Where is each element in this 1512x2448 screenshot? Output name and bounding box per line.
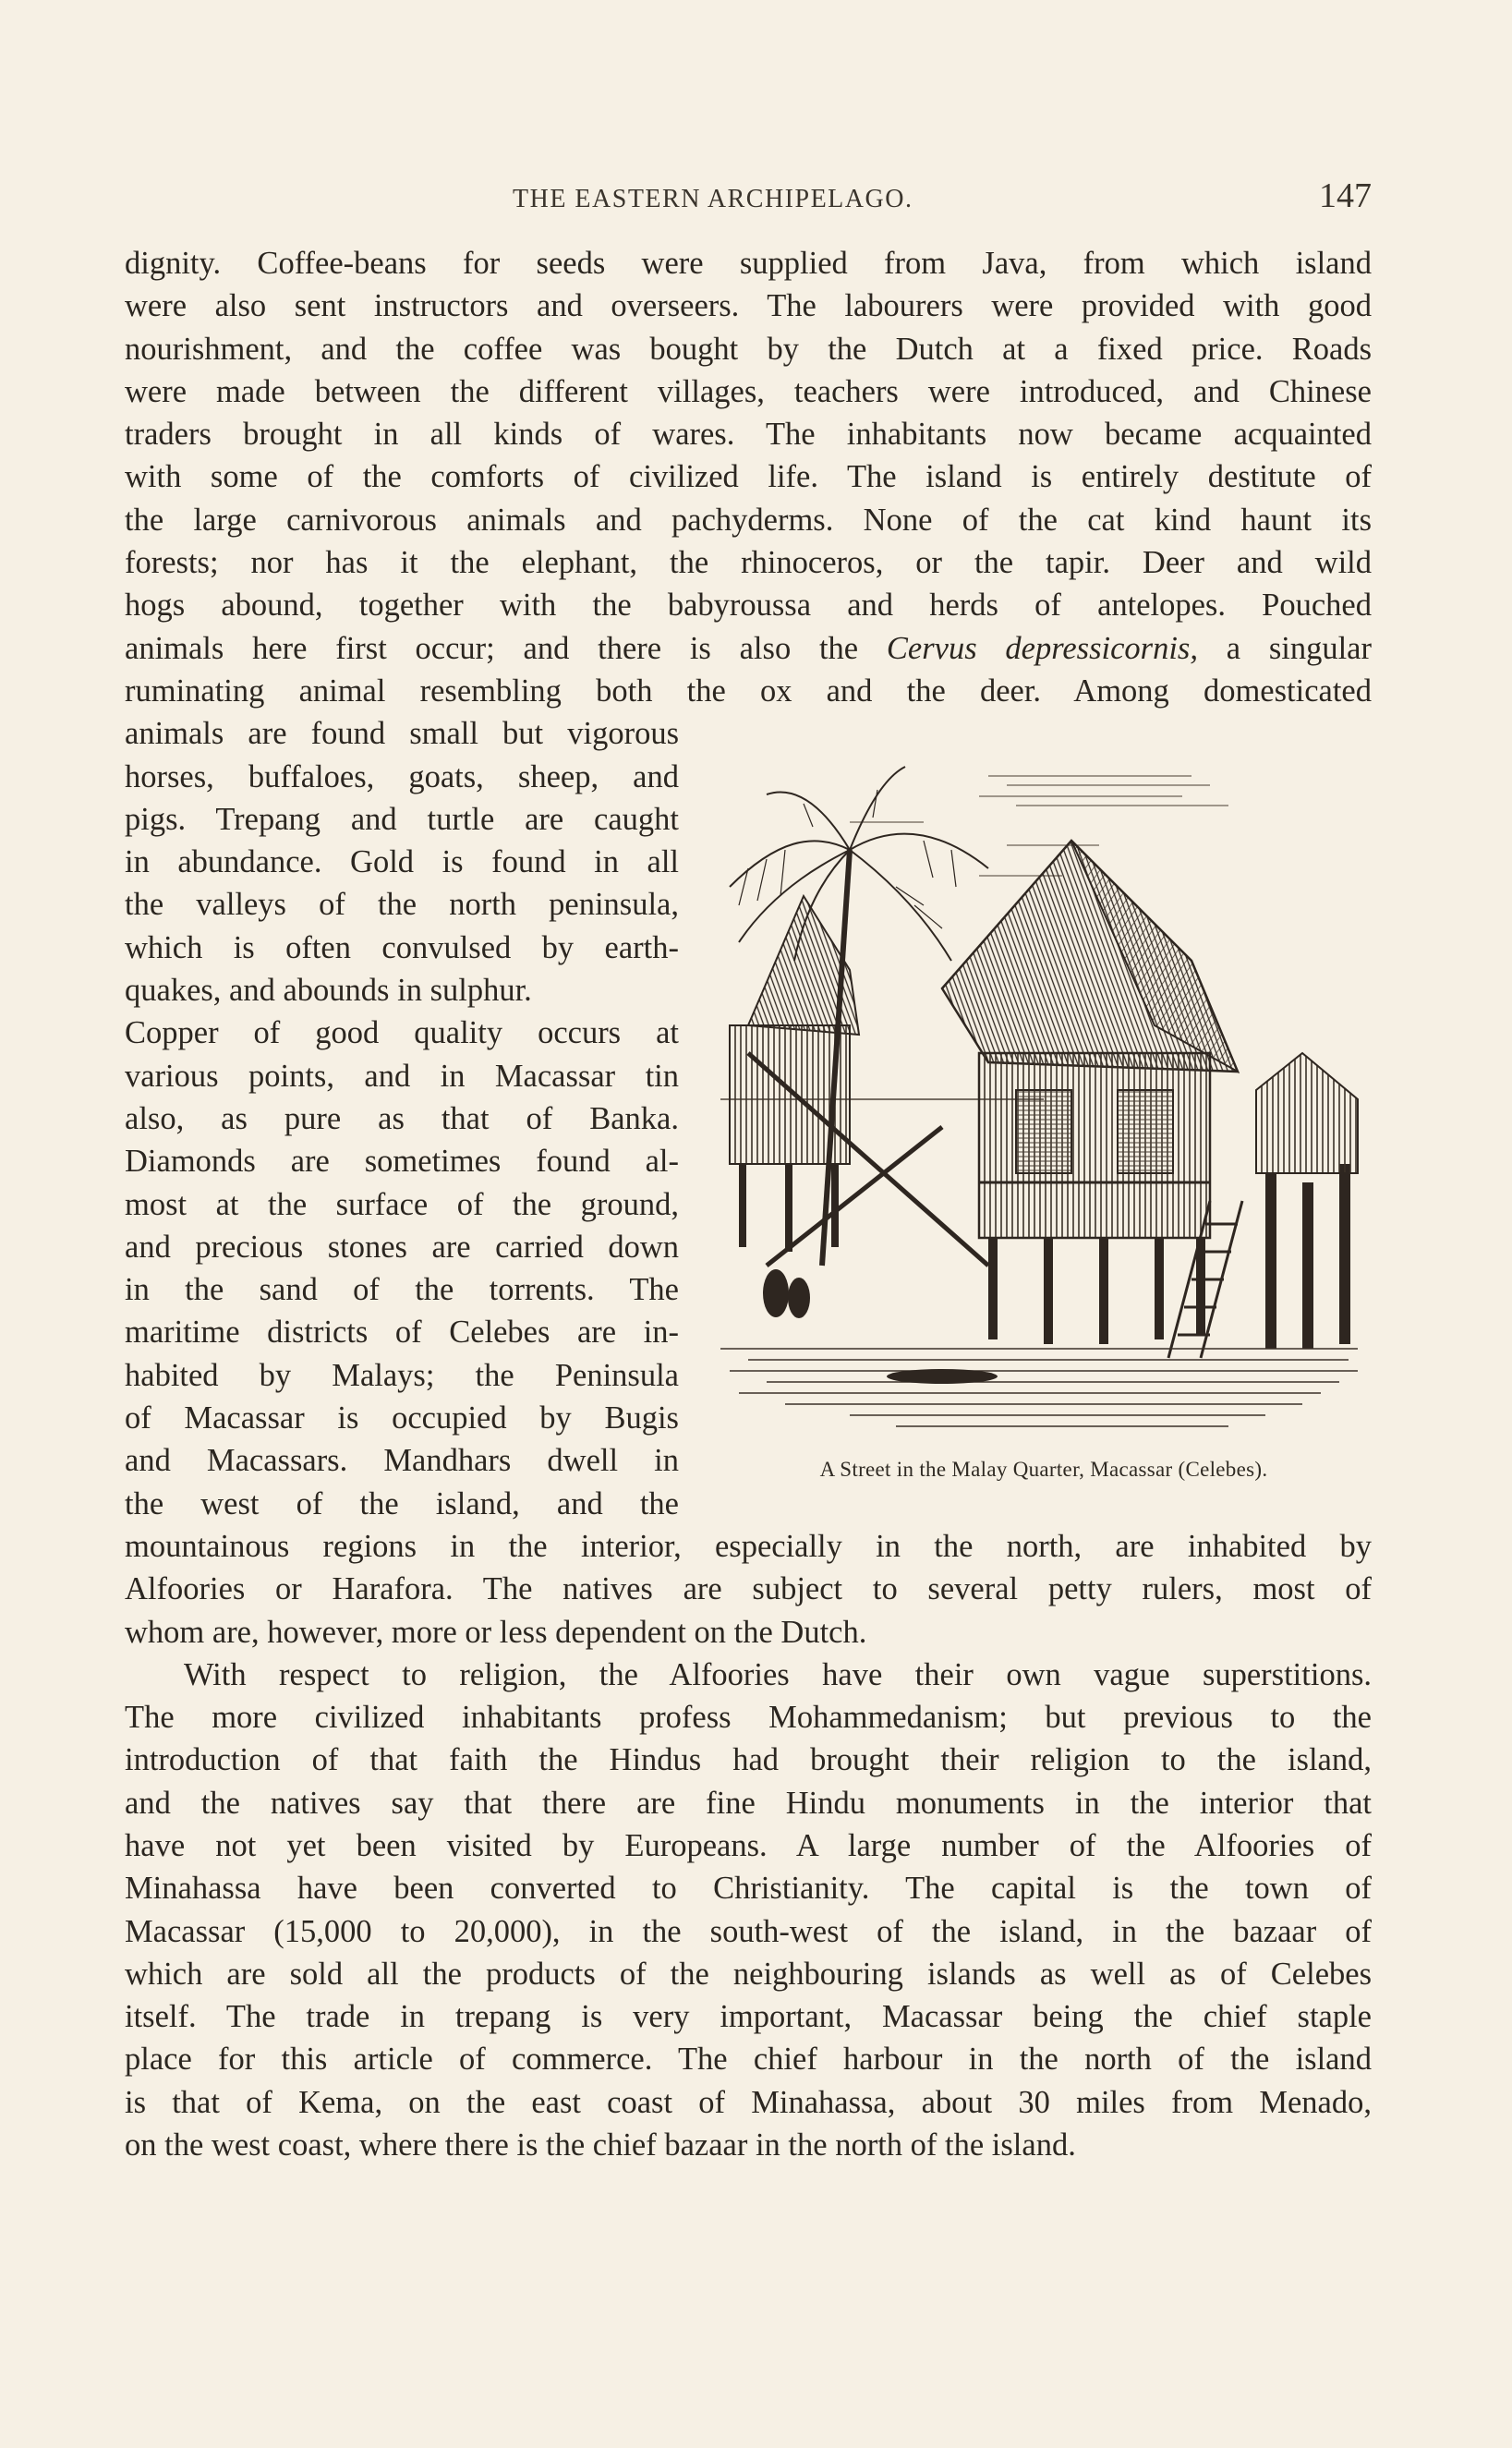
text-line: animals are found small but vigorous	[125, 716, 679, 752]
sky-clouds	[850, 776, 1228, 876]
text-line: which is often convulsed by earth-	[125, 929, 679, 965]
text-line: itself. The trade in trepang is very important, Macassar being the chief staple	[125, 1999, 1372, 2035]
text-line: hogs abound, together with the babyroussa and herds of antelopes. Pouched	[125, 588, 1372, 624]
text-line: and Macassars. Mandhars dwell in	[125, 1443, 679, 1479]
street-illustration	[711, 748, 1376, 1441]
text-line: of Macassar is occupied by Bugis	[125, 1400, 679, 1436]
running-head	[125, 176, 1372, 224]
text-line: most at the surface of the ground,	[125, 1186, 679, 1222]
text-line-italic	[125, 627, 1372, 670]
paragraph-1-end	[125, 1525, 1372, 1654]
text-line: were also sent instructors and overseers. The labourers were provided with good	[125, 288, 1372, 324]
text-line: were made between the different villages, teachers were introduced, and Chinese	[125, 373, 1372, 409]
species-name: Cervus depressicornis,	[886, 630, 1198, 666]
ground-water	[720, 1349, 1358, 1426]
text-line: place for this article of commerce. The chief harbour in the north of the island	[125, 2042, 1372, 2078]
text-line: With respect to religion, the Alfoories have their own vague superstitions.	[184, 1656, 1372, 1692]
text-line: whom are, however, more or less dependent on the Dutch.	[125, 1614, 867, 1650]
text-line: in abundance. Gold is found in all	[125, 844, 679, 880]
text-line: habited by Malays; the Peninsula	[125, 1357, 679, 1393]
text-line: traders brought in all kinds of wares. The inhabitants now became acquainted	[125, 417, 1372, 453]
text-line: the valleys of the north peninsula,	[125, 887, 679, 923]
text-line: have not yet been visited by Europeans. A large number of the Alfoories of	[125, 1827, 1372, 1863]
text-line: various points, and in Macassar tin	[125, 1058, 679, 1094]
text-line: Copper of good quality occurs at	[125, 1015, 679, 1051]
text-line: which are sold all the products of the neighbouring islands as well as of Celebes	[125, 1956, 1372, 1992]
text-line: nourishment, and the coffee was bought by the Dutch at a fixed price. Roads	[125, 331, 1372, 367]
paragraph-1-top	[125, 242, 1372, 627]
text-line: ruminating animal resembling both the ox and the deer. Among domesticated	[125, 673, 1372, 709]
text-line: forests; nor has it the elephant, the rhinoceros, or the tapir. Deer and wild	[125, 545, 1372, 581]
figures-ground	[763, 1269, 998, 1384]
text-line: Diamonds are sometimes found al-	[125, 1144, 679, 1180]
italic-line-before: animals here first occur; and there is also the	[125, 630, 887, 666]
text-line: with some of the comforts of civilized life. The island is entirely destitute of	[125, 459, 1372, 495]
italic-line-after: a singular	[1197, 630, 1372, 666]
text-line: dignity. Coffee-beans for seeds were supplied from Java, from which island	[125, 246, 1372, 281]
text-line: maritime districts of Celebes are in-	[125, 1315, 679, 1351]
text-line: pigs. Trepang and turtle are caught	[125, 801, 679, 837]
figure-caption: A Street in the Malay Quarter, Macassar (Celebes).	[819, 1458, 1268, 1481]
text-line: is that of Kema, on the east coast of Minahassa, about 30 miles from Menado,	[125, 2084, 1372, 2120]
left-hut	[730, 896, 859, 1252]
text-line: the large carnivorous animals and pachyderms. None of the cat kind haunt its	[125, 502, 1372, 538]
text-line: on the west coast, where there is the chief bazaar in the north of the island.	[125, 2127, 1076, 2163]
text-line: in the sand of the torrents. The	[125, 1272, 679, 1308]
text-line: The more civilized inhabitants profess Mohammedanism; but previous to the	[125, 1700, 1372, 1736]
page-number: 147	[1319, 176, 1372, 215]
text-line: horses, buffaloes, goats, sheep, and	[125, 758, 679, 794]
text-line: and precious stones are carried down	[125, 1229, 679, 1265]
text-line: Macassar (15,000 to 20,000), in the south-west of the island, in the bazaar of	[125, 1913, 1372, 1949]
text-line: Alfoories or Harafora. The natives are subject to several petty rulers, most of	[125, 1571, 1372, 1607]
text-line: Minahassa have been converted to Christianity. The capital is the town of	[125, 1871, 1372, 1907]
text-line: introduction of that faith the Hindus had brought their religion to the island,	[125, 1742, 1372, 1778]
text-line: quakes, and abounds in sulphur.	[125, 973, 532, 1009]
illustration-figure	[711, 748, 1376, 1497]
text-line: mountainous regions in the interior, especially in the north, are inhabited by	[125, 1528, 1372, 1564]
running-title: THE EASTERN ARCHIPELAGO.	[513, 185, 913, 213]
text-line: and the natives say that there are fine Hindu monuments in the interior that	[125, 1785, 1372, 1821]
text-line: the west of the island, and the	[125, 1485, 679, 1521]
paragraph-2	[125, 1654, 1372, 2167]
text-line: also, as pure as that of Banka.	[125, 1100, 679, 1136]
right-piles	[1265, 1164, 1350, 1349]
